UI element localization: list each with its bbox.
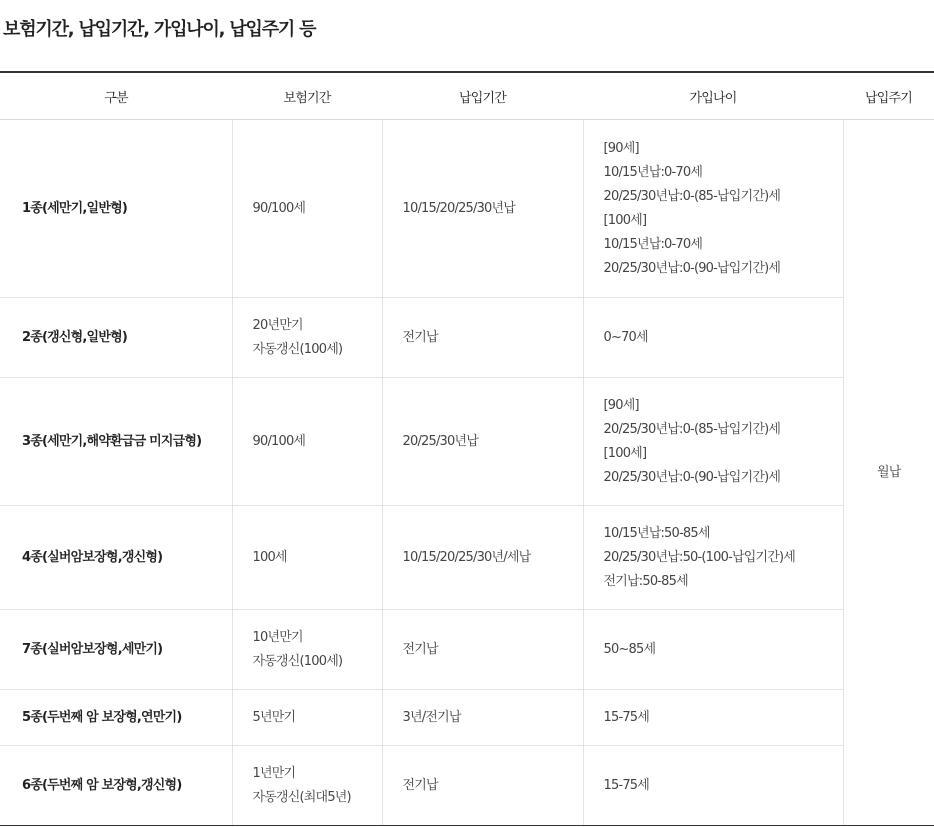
cell-payment-period-line: 20/25/30년납 (402, 433, 479, 449)
header-join-age: 가입나이 (583, 72, 843, 120)
cell-insurance-period (232, 378, 382, 506)
cell-join-age-line: 10/15년납:0-70세 (603, 236, 703, 252)
cell-type-line: 6종(두번째 암 보장형,갱신형) (22, 777, 182, 793)
cell-payment-period (382, 610, 583, 690)
cell-insurance-period-line: 자동갱신(100세) (252, 341, 343, 357)
cell-join-age-line: [90세] (603, 140, 639, 156)
cell-type-line: 2종(갱신형,일반형) (22, 329, 127, 345)
cell-type (0, 506, 232, 610)
cell-type-line: 3종(세만기,해약환급금 미지급형) (22, 433, 202, 449)
cell-payment-period-line: 10/15/20/25/30년납 (402, 200, 516, 216)
cell-join-age (583, 378, 843, 506)
table-row (0, 120, 934, 298)
table-row (0, 746, 934, 826)
cell-payment-period (382, 120, 583, 298)
cell-insurance-period (232, 610, 382, 690)
cell-join-age-line: 10/15년납:50-85세 (603, 525, 710, 541)
header-payment-period: 납입기간 (382, 72, 583, 120)
cell-insurance-period-line: 10년만기 (252, 629, 303, 645)
cell-join-age-line: 20/25/30년납:0-(90-납입기간)세 (603, 469, 781, 485)
cell-join-age (583, 298, 843, 378)
cell-payment-period (382, 506, 583, 610)
cell-join-age (583, 746, 843, 826)
cell-type (0, 298, 232, 378)
insurance-info-table (0, 71, 934, 826)
cell-join-age-line: 전기납:50-85세 (603, 573, 688, 589)
cell-payment-period-line: 3년/전기납 (402, 709, 461, 725)
cell-join-age-line: 20/25/30년납:0-(90-납입기간)세 (603, 260, 781, 276)
cell-payment-period (382, 746, 583, 826)
cell-payment-period-line: 전기납 (402, 329, 438, 345)
cell-insurance-period-line: 90/100세 (252, 200, 306, 216)
cell-payment-period (382, 690, 583, 746)
cell-join-age-line: 20/25/30년납:0-(85-납입기간)세 (603, 421, 781, 437)
cell-type-line: 5종(두번째 암 보장형,연만기) (22, 709, 182, 725)
table-row (0, 506, 934, 610)
page-title: 보험기간, 납입기간, 가입나이, 납입주기 등 (3, 19, 316, 40)
table-row (0, 690, 934, 746)
header-type: 구분 (0, 72, 232, 120)
table-header-row (0, 72, 934, 120)
cell-join-age-line: [100세] (603, 445, 647, 461)
header-payment-cycle: 납입주기 (843, 72, 934, 120)
cell-join-age (583, 690, 843, 746)
table-row (0, 378, 934, 506)
cell-join-age-line: 0~70세 (603, 329, 648, 345)
table-body (0, 120, 934, 826)
cell-join-age (583, 610, 843, 690)
cell-insurance-period (232, 746, 382, 826)
cell-payment-cycle: 월납 (843, 120, 934, 826)
cell-join-age-line: 10/15년납:0-70세 (603, 164, 703, 180)
cell-join-age (583, 120, 843, 298)
cell-insurance-period-line: 20년만기 (252, 317, 303, 333)
cell-join-age-line: [100세] (603, 212, 647, 228)
cell-insurance-period-line: 자동갱신(최대5년) (252, 789, 351, 805)
cell-insurance-period (232, 120, 382, 298)
cell-join-age-line: 15-75세 (603, 709, 650, 725)
cell-type-line: 1종(세만기,일반형) (22, 200, 127, 216)
cell-insurance-period (232, 298, 382, 378)
cell-payment-period-line: 전기납 (402, 777, 438, 793)
cell-insurance-period-line: 90/100세 (252, 433, 306, 449)
cell-join-age-line: 20/25/30년납:50-(100-납입기간)세 (603, 549, 796, 565)
cell-type (0, 746, 232, 826)
cell-join-age (583, 506, 843, 610)
cell-insurance-period-line: 5년만기 (252, 709, 296, 725)
cell-type (0, 690, 232, 746)
cell-type-line: 4종(실버암보장형,갱신형) (22, 549, 163, 565)
cell-payment-period (382, 298, 583, 378)
cell-type (0, 610, 232, 690)
cell-payment-period (382, 378, 583, 506)
cell-type (0, 378, 232, 506)
cell-payment-period-line: 전기납 (402, 641, 438, 657)
cell-join-age-line: [90세] (603, 397, 639, 413)
cell-payment-period-line: 10/15/20/25/30년/세납 (402, 549, 531, 565)
cell-type (0, 120, 232, 298)
cell-insurance-period-line: 100세 (252, 549, 287, 565)
cell-join-age-line: 50~85세 (603, 641, 656, 657)
table-row (0, 610, 934, 690)
cell-insurance-period (232, 690, 382, 746)
cell-join-age-line: 20/25/30년납:0-(85-납입기간)세 (603, 188, 781, 204)
cell-insurance-period-line: 자동갱신(100세) (252, 653, 343, 669)
header-insurance-period: 보험기간 (232, 72, 382, 120)
cell-insurance-period (232, 506, 382, 610)
cell-insurance-period-line: 1년만기 (252, 765, 296, 781)
cell-type-line: 7종(실버암보장형,세만기) (22, 641, 163, 657)
table-row (0, 298, 934, 378)
cell-join-age-line: 15-75세 (603, 777, 650, 793)
